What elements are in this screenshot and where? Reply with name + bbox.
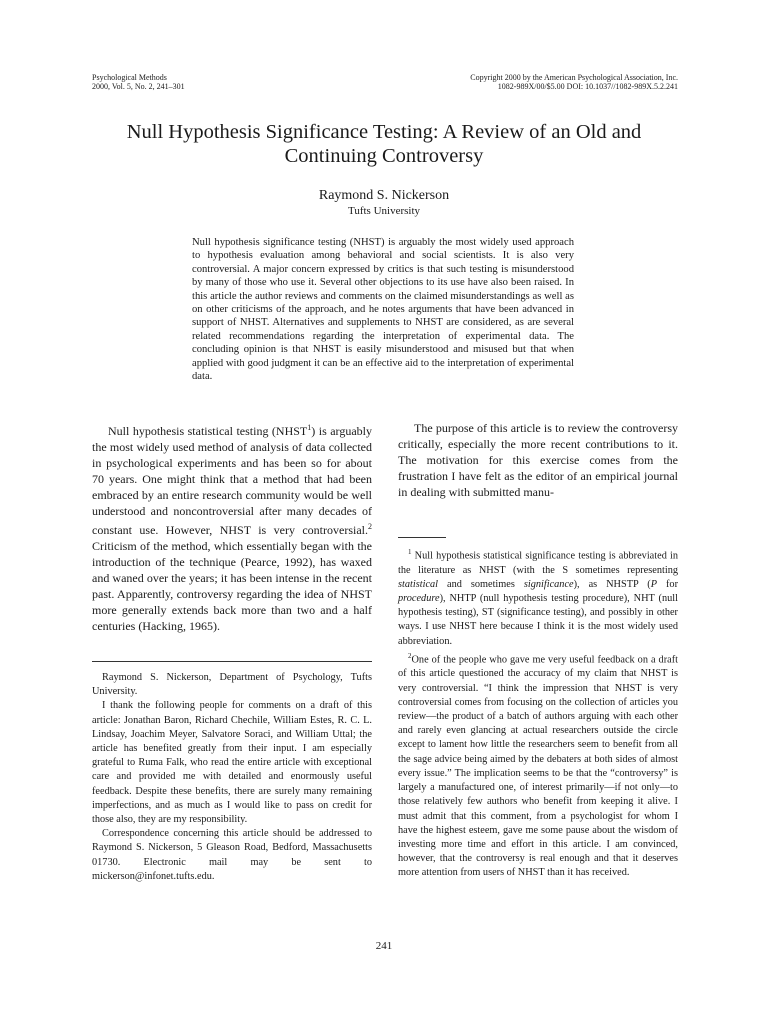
title-line-1: Null Hypothesis Significance Testing: A Review of an Old and [126, 121, 642, 143]
footnote-divider [398, 537, 446, 538]
title-line-2: Continuing Controversy [284, 145, 484, 167]
journal-name: Psychological Methods [92, 73, 167, 82]
footnote-1-number: 1 [408, 548, 412, 556]
intro-paragraph: Null hypothesis statistical testing (NHST$^1$) is arguably the most widely used method of analysis of data collected in psychological experiments and has been so for about 70 years. One might think that a method that had been embraced by an entire research community would be well understood and noncontroversial after many decades of constant use. However, NHST is very controversial.$^2$ Criticism of the method, which essentially began with the introduction of the technique (Pearce, 1992), has waxed and waned over the years; it has been intense in the recent past. Apparently, controversy regarding the idea of NHST more generally extends back more than two and a half centuries (Hacking, 1965). [92, 423, 372, 633]
author-note [92, 671, 372, 884]
footnotes [398, 545, 678, 881]
footnote-2: $^2$One of the people who gave me very useful feedback on a draft of this article questioned the accuracy of my claim that NHST is very controversial. “I think the impression that NHST is very controversial comes from focusing on the collection of articles you review—the product of a batch of authors arguing with each other and rarely even glancing at actual researchers outside the circle except to lament how little the researchers seem to benefit from all the sage advice being aimed by the debaters at both sides of almost every issue.” The implication seems to be that the “controversy” is largely a manufactured one, of interest primarily—if not only—to those relatively few authors who benefit from keeping it alive. I must admit that this comment, from a psychologist for whom I have the highest esteem, gave me some pause about the wisdom of investing more time and effort in this article. I am convinced, however, that the controversy is real enough and that it deserves more attention from users of NHST than it has received. [398, 651, 678, 879]
footnote-ref-1: 1 [307, 423, 312, 432]
footnote-2-number: 2 [408, 651, 412, 660]
journal-volume: 2000, Vol. 5, No. 2, 241–301 [92, 82, 185, 91]
author-name: Raymond S. Nickerson [318, 188, 450, 203]
page-number: 241 [375, 940, 393, 952]
journal-citation [92, 73, 185, 91]
author-affiliation: Tufts University [347, 205, 421, 217]
abstract: Null hypothesis significance testing (NHST) is arguably the most widely used approach to hypothesis evaluation among behavioral and social scientists. It is also very controversial. A major concern expressed by critics is that such testing is misunderstood by many of those who use it. Several other objections to its use have also been raised. In this article the author reviews and comments on the claimed misunderstandings as well as on other criticisms of the approach, and he notes arguments that have been advanced in support of NHST. Alternatives and supplements to NHST are considered, as are several related recommendations regarding the interpretation of experimental data. The concluding opinion is that NHST is easily misunderstood and misused but that when applied with good judgment it can be an effective aid to the interpretation of experimental data. [192, 237, 574, 383]
footnote-1: $^1$ Null hypothesis statistical significance testing is abbreviated in the literature as NHST (with the S sometimes representing statistical and sometimes significance), as NHSTP (P for procedure), NHTP (null hypothesis testing procedure), NHT (null hypothesis testing), ST (significance testing), and possibly in other ways. I use NHST here because I think it is the most widely used abbreviation. [398, 548, 678, 647]
article-title [60, 120, 708, 168]
purpose-paragraph: The purpose of this article is to review the controversy critically, especially the more recent contributions to it. The motivation for this exercise comes from the frustration I have felt as the editor of an empirical journal in dealing with submitted manu- [398, 421, 678, 499]
author-note-correspondence: Correspondence concerning this article should be addressed to Raymond S. Nickerson, 5 Gleason Road, Bedford, Massachusetts 01730. Electronic mail may be sent to mickerson@infonet.tufts.edu. [92, 828, 372, 882]
author-note-affiliation: Raymond S. Nickerson, Department of Psychology, Tufts University. [92, 672, 372, 698]
copyright-line: Copyright 2000 by the American Psychological Association, Inc. [470, 73, 678, 82]
copyright-notice [470, 73, 678, 91]
right-column-body [398, 420, 678, 500]
author-note-acknowledgments: I thank the following people for comments on a draft of this article: Jonathan Baron, Richard Chechile, William Estes, R. C. L. Lindsay, Joachim Meyer, Salvatore Soraci, and William Uttal; the article has benefited greatly from their input. I am especially grateful to Ruma Falk, who read the entire article with exceptional care and provided me with detailed and enormously useful feedback. Despite these benefits, there are surely many remaining imperfections, and as much as I would like to pass on credit for those also, they are my responsibility. [92, 700, 372, 826]
footnote-ref-2: 2 [368, 522, 372, 531]
left-column-body [92, 420, 372, 634]
doi-line: 1082-989X/00/$5.00 DOI: 10.1037//1082-989X.5.2.241 [497, 82, 678, 91]
author-note-divider [92, 661, 372, 662]
